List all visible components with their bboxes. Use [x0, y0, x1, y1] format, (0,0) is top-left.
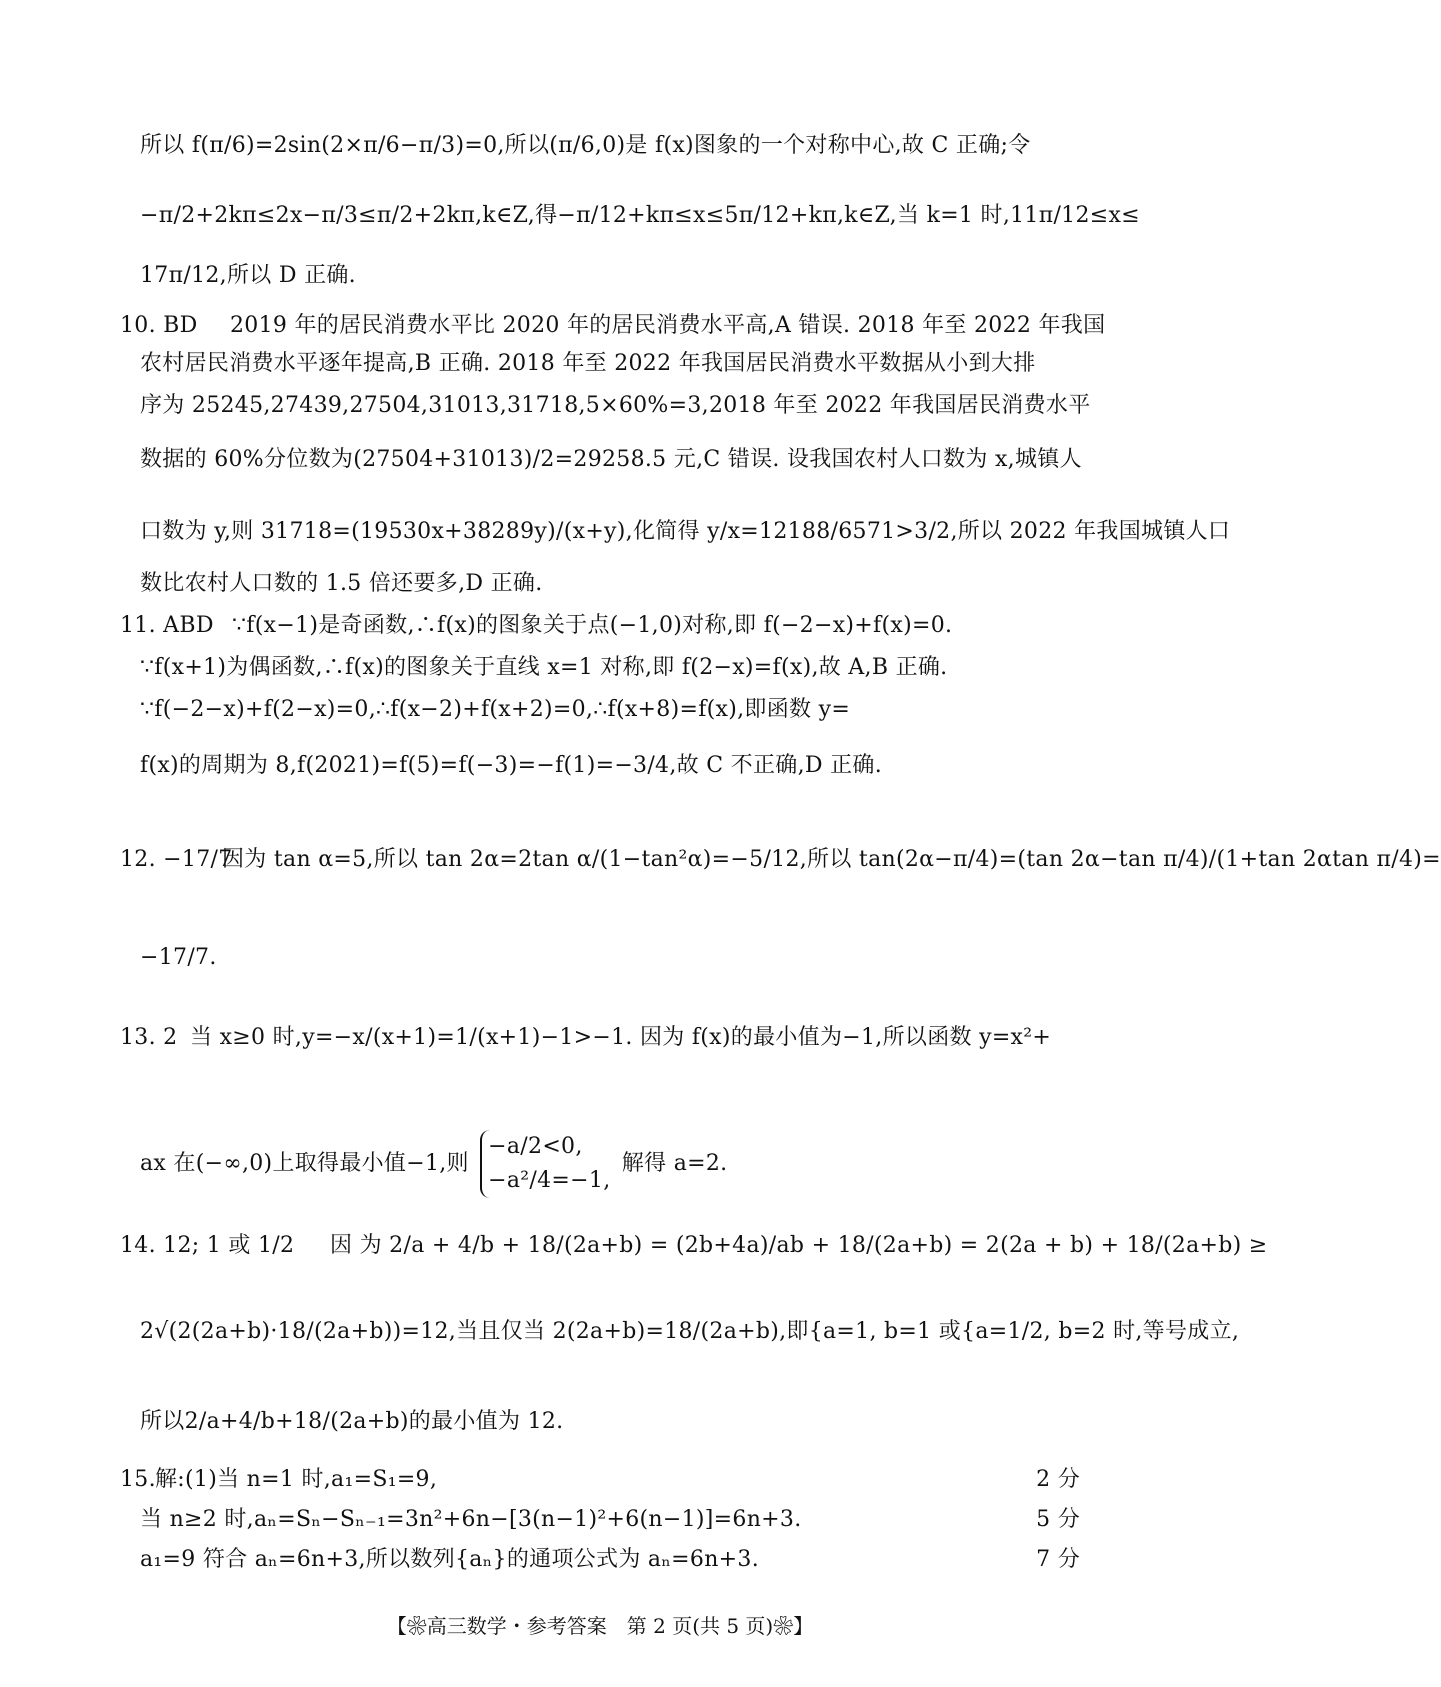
q12-number: 12. −17/7	[120, 847, 233, 872]
q11-line-2: ∵f(x+1)为偶函数,∴f(x)的图象关于直线 x=1 对称,即 f(2−x)=f(x),故 A,B 正确.	[140, 655, 948, 680]
q10-number: 10. BD	[120, 313, 198, 338]
q15-score-2: 5 分	[1036, 1507, 1080, 1532]
q11-line-3: ∵f(−2−x)+f(2−x)=0,∴f(x−2)+f(x+2)=0,∴f(x+8)=f(x),即函数 y=	[140, 697, 851, 722]
q11-number: 11. ABD	[120, 613, 214, 638]
q12-line-1: 因为 tan α=5,所以 tan 2α=2tan α/(1−tan²α)=−5/12,所以 tan(2α−π/4)=(tan 2α−tan π/4)/(1+tan 2αtan π/4)=	[222, 847, 1441, 872]
q14-line-1: 因 为 2/a + 4/b + 18/(2a+b) = (2b+4a)/ab + 18/(2a+b) = 2(2a + b) + 18/(2a+b) ≥	[330, 1233, 1268, 1258]
q10-line-1: 2019 年的居民消费水平比 2020 年的居民消费水平高,A 错误. 2018 年至 2022 年我国	[230, 313, 1106, 338]
q15-line-1: 解:(1)当 n=1 时,a₁=S₁=9,	[155, 1467, 438, 1492]
page-footer: 【❀高三数学・参考答案 第 2 页(共 5 页)❀】	[386, 1614, 814, 1638]
q14-line-2: 2√(2(2a+b)·18/(2a+b))=12,当且仅当 2(2a+b)=18/(2a+b),即{a=1, b=1 或{a=1/2, b=2 时,等号成立,	[140, 1319, 1240, 1344]
q12-line-2: −17/7.	[140, 945, 217, 970]
q10-line-4: 数据的 60%分位数为(27504+31013)/2=29258.5 元,C 错误. 设我国农村人口数为 x,城镇人	[140, 447, 1082, 472]
q13-condition-2: −a²/4=−1,	[488, 1168, 611, 1193]
q15-line-3: a₁=9 符合 aₙ=6n+3,所以数列{aₙ}的通项公式为 aₙ=6n+3.	[140, 1547, 759, 1572]
q13-condition-lead: ax 在(−∞,0)上取得最小值−1,则	[140, 1151, 469, 1176]
q15-line-2: 当 n≥2 时,aₙ=Sₙ−Sₙ₋₁=3n²+6n−[3(n−1)²+6(n−1)]=6n+3.	[140, 1507, 802, 1532]
q9-line-1: 所以 f(π/6)=2sin(2×π/6−π/3)=0,所以(π/6,0)是 f(x)图象的一个对称中心,故 C 正确;令	[140, 133, 1031, 158]
q14-line-3: 所以2/a+4/b+18/(2a+b)的最小值为 12.	[140, 1409, 564, 1434]
q13-line-1: 当 x≥0 时,y=−x/(x+1)=1/(x+1)−1>−1. 因为 f(x)的最小值为−1,所以函数 y=x²+	[190, 1025, 1052, 1050]
q13-result: 解得 a=2.	[621, 1151, 728, 1176]
q10-line-5: 口数为 y,则 31718=(19530x+38289y)/(x+y),化简得 y/x=12188/6571>3/2,所以 2022 年我国城镇人口	[140, 519, 1231, 544]
q10-line-6: 数比农村人口数的 1.5 倍还要多,D 正确.	[140, 571, 543, 596]
q15-score-3: 7 分	[1036, 1547, 1080, 1572]
q9-line-3: 17π/12,所以 D 正确.	[140, 263, 356, 288]
q15-score-1: 2 分	[1036, 1467, 1080, 1492]
q13-system-brace	[480, 1130, 610, 1198]
q10-line-3: 序为 25245,27439,27504,31013,31718,5×60%=3,2018 年至 2022 年我国居民消费水平	[140, 393, 1091, 418]
q15-number: 15.	[120, 1467, 156, 1492]
q11-line-1: ∵f(x−1)是奇函数,∴f(x)的图象关于点(−1,0)对称,即 f(−2−x)+f(x)=0.	[232, 613, 953, 638]
q13-number: 13. 2	[120, 1025, 178, 1050]
q10-line-2: 农村居民消费水平逐年提高,B 正确. 2018 年至 2022 年我国居民消费水平数据从小到大排	[140, 351, 1036, 376]
q9-line-2: −π/2+2kπ≤2x−π/3≤π/2+2kπ,k∈Z,得−π/12+kπ≤x≤5π/12+kπ,k∈Z,当 k=1 时,11π/12≤x≤	[140, 203, 1140, 228]
q11-line-4: f(x)的周期为 8,f(2021)=f(5)=f(−3)=−f(1)=−3/4,故 C 不正确,D 正确.	[140, 753, 882, 778]
q13-line-2	[140, 1130, 727, 1198]
q13-condition-1: −a/2<0,	[488, 1134, 583, 1159]
q14-number: 14. 12; 1 或 1/2	[120, 1233, 295, 1258]
